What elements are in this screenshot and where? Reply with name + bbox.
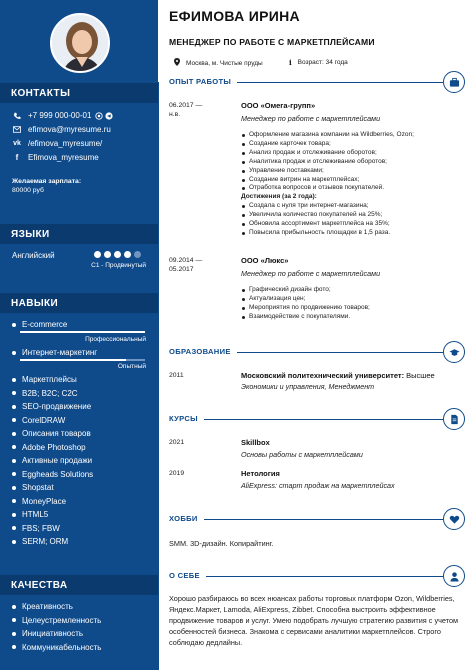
language-level: C1 - Продвинутый: [91, 262, 146, 269]
education-section-header: [169, 343, 465, 363]
skill-label: Интернет-маркетинг: [22, 348, 98, 357]
list-item: [12, 416, 65, 425]
sidebar: [0, 0, 158, 670]
experience-section-header: [169, 73, 465, 93]
desired-position: МЕНЕДЖЕР ПО РАБОТЕ С МАРКЕТПЛЕЙСАМИ: [169, 37, 375, 47]
facebook-row[interactable]: [12, 153, 99, 162]
duty-item: Актуализация цен;: [241, 295, 370, 304]
skill-level: Опытный: [117, 363, 146, 370]
divider: [169, 519, 443, 520]
courses-section-header: [169, 410, 465, 430]
list-item-label: SEO-продвижение: [22, 402, 92, 411]
skill-bar-item: [12, 348, 97, 357]
bullet: [12, 323, 16, 327]
skills-title: НАВЫКИ: [11, 298, 59, 309]
job-company: ООО «Омега-групп»: [241, 101, 316, 110]
age-meta: [289, 58, 348, 67]
rating-dot-filled: [124, 251, 131, 258]
list-item-label: B2B; B2C; C2C: [22, 388, 78, 398]
mail-icon: [12, 126, 22, 133]
bullet: [12, 459, 16, 463]
list-item-label: MoneyPlace: [22, 496, 67, 506]
education-faculty: Экономики и управления, Менеджмент: [241, 382, 375, 391]
list-item: [12, 456, 92, 465]
list-item-label: Маркетплейсы: [22, 375, 77, 384]
job-company: ООО «Люкс»: [241, 256, 289, 265]
email-row[interactable]: [12, 125, 111, 134]
duty-item: Создание карточек товара;: [241, 140, 414, 149]
bullet: [12, 605, 16, 609]
divider: [169, 419, 443, 420]
info-icon: i: [289, 58, 292, 67]
list-item: [12, 443, 86, 452]
job-role: Менеджер по работе с маркетплейсами: [241, 114, 381, 123]
skill-progress-bar: [20, 359, 145, 361]
duty-item: Анализ продаж и отслеживание оборотов;: [241, 149, 414, 158]
list-item-label: Описания товаров: [22, 429, 91, 438]
language-name: Английский: [12, 251, 55, 260]
education-year: 2011: [169, 372, 184, 379]
timeline-line: [158, 82, 159, 670]
experience-title: ОПЫТ РАБОТЫ: [169, 77, 237, 86]
bullet: [12, 391, 16, 395]
list-item: [12, 429, 91, 438]
phone-row[interactable]: [12, 111, 113, 120]
duty-item: Управление поставками;: [241, 167, 414, 176]
skill-bar-item: [12, 320, 67, 329]
location-pin-icon: [174, 58, 180, 68]
list-item: [12, 643, 101, 652]
job-duties-list: [241, 286, 370, 322]
bullet: [12, 499, 16, 503]
list-item: [12, 483, 54, 492]
duty-item: Отработка вопросов и отзывов покупателей.: [241, 184, 414, 193]
bullet: [12, 418, 16, 422]
vk-value: /efimova_myresume/: [28, 139, 103, 148]
certificate-icon: [443, 408, 465, 430]
list-item: [12, 537, 68, 546]
list-item: [12, 402, 91, 411]
education-school: [241, 371, 435, 380]
graduation-cap-icon: [443, 341, 465, 363]
city-meta: [174, 58, 263, 68]
skill-label: E-commerce: [22, 320, 68, 329]
heart-icon: [443, 508, 465, 530]
age-value: Возраст: 34 года: [297, 59, 348, 66]
rating-dot-filled: [114, 251, 121, 258]
job-date: 06.2017 — н.в.: [169, 102, 203, 118]
achievement-item: Создала с нуля три интернет-магазина;: [241, 202, 414, 211]
bullet: [12, 540, 16, 544]
vk-icon: vk: [13, 140, 21, 147]
user-icon: [443, 565, 465, 587]
salary-value: 80000 руб: [12, 187, 44, 194]
skill-progress-bar: [20, 331, 145, 333]
courses-title: КУРСЫ: [169, 414, 204, 423]
duty-item: Аналитика продаж и отслеживание оборотов;: [241, 158, 414, 167]
rating-dot-filled: [94, 251, 101, 258]
bullet: [12, 645, 16, 649]
job-duties-list: [241, 131, 414, 238]
hobby-title: ХОББИ: [169, 514, 204, 523]
list-item: [12, 389, 78, 398]
list-item: [12, 470, 93, 479]
duty-item: Создание витрин на маркетплейсах;: [241, 176, 414, 185]
duty-item: Графический дизайн фото;: [241, 286, 370, 295]
facebook-value: Efimova_myresume: [28, 153, 99, 162]
hobby-section-header: [169, 510, 465, 530]
bullet: [12, 486, 16, 490]
list-item-label: Коммуникабельность: [22, 642, 102, 652]
education-title: ОБРАЗОВАНИЕ: [169, 347, 237, 356]
telegram-icon[interactable]: [105, 112, 113, 120]
list-item-label: SERM; ORM: [22, 537, 69, 546]
bullet: [12, 351, 16, 355]
achievement-item: Обновила ассортимент маркетплейса на 35%;: [241, 220, 414, 229]
duty-item: Взаимодействие с покупателями.: [241, 313, 370, 322]
about-title: О СЕБЕ: [169, 571, 206, 580]
list-item: [12, 375, 77, 384]
course-name: Нетология: [241, 469, 280, 478]
achievements-title: Достижения (за 2 года):: [241, 193, 317, 201]
bullet: [12, 432, 16, 436]
skill-level: Профессиональный: [85, 336, 146, 343]
course-name: Skillbox: [241, 438, 270, 447]
duty-item: Мероприятия по продвижению товаров;: [241, 304, 370, 313]
about-text: Хорошо разбираюсь во всех нюансах работы торговых платформ Ozon, Wildberries, Яндекс.Маркет, Lamoda, AliExpress, Zibbet. Способна выстроить эффективное продвижение товаров и услуг. Умею подобрать лучшую стратегию развития с учетом особенностей бизнеса. Знакома с сервисами аналитики маркетплейсов. Строго соблюдаю дедлайны.: [169, 594, 459, 647]
briefcase-icon: [443, 71, 465, 93]
list-item: [12, 616, 101, 625]
list-item-label: Shopstat: [22, 483, 54, 492]
course-year: 2019: [169, 470, 185, 477]
degree: Высшее: [404, 371, 435, 380]
divider: [169, 576, 443, 577]
about-section-header: [169, 567, 465, 587]
list-item-label: Креативность: [22, 602, 73, 611]
facebook-icon: f: [15, 153, 19, 162]
list-item-label: FBS; FBW: [22, 523, 60, 533]
languages-title: ЯЗЫКИ: [11, 229, 50, 240]
bullet: [12, 632, 16, 636]
contacts-title: КОНТАКТЫ: [11, 88, 71, 99]
city-value: Москва, м. Чистые пруды: [186, 59, 263, 67]
list-item-label: Активные продажи: [22, 456, 93, 465]
list-item: [12, 602, 73, 611]
list-item-label: Целеустремленность: [22, 615, 102, 625]
list-item: [12, 497, 66, 506]
candidate-name: ЕФИМОВА ИРИНА: [169, 8, 300, 24]
bullet: [12, 472, 16, 476]
bullet: [12, 526, 16, 530]
course-desc: Основы работы с маркетплейсами: [241, 450, 363, 459]
bullet: [12, 405, 16, 409]
list-item: [12, 524, 60, 533]
salary-label: Желаемая зарплата:: [12, 178, 82, 185]
achievement-item: Повысила прибыльность площадки в 1,5 раза.: [241, 229, 414, 238]
rating-dot-empty: [134, 251, 141, 258]
language-rating: [94, 251, 141, 258]
achievement-item: Увеличила количество покупателей на 25%;: [241, 211, 414, 220]
list-item: [12, 629, 83, 638]
job-role: Менеджер по работе с маркетплейсами: [241, 269, 381, 278]
list-item-label: HTML5: [22, 510, 49, 519]
list-item-label: Adobe Photoshop: [22, 442, 86, 452]
list-item-label: Инициативность: [22, 629, 84, 638]
bullet: [12, 618, 16, 622]
job-date: 09.2014 — 05.2017: [169, 257, 203, 273]
bullet: [12, 445, 16, 449]
whatsapp-icon[interactable]: [95, 112, 103, 120]
list-item: [12, 510, 48, 519]
email-value: efimova@myresume.ru: [28, 125, 111, 134]
hobby-text: SMM. 3D-дизайн. Копирайтинг.: [169, 539, 274, 548]
phone-icon: [12, 112, 22, 120]
rating-dot-filled: [104, 251, 111, 258]
vk-row[interactable]: [12, 139, 102, 148]
list-item-label: CorelDRAW: [22, 415, 66, 425]
school-name: Московский политехнический университет:: [241, 371, 405, 380]
qualities-title: КАЧЕСТВА: [11, 580, 68, 591]
course-year: 2021: [169, 439, 185, 446]
profile-photo: [50, 13, 110, 73]
phone-value: +7 999 000-00-01: [28, 111, 92, 120]
course-desc: AliExpress: старт продаж на маркетплейсах: [241, 481, 395, 490]
bullet: [12, 513, 16, 517]
duty-item: Оформление магазина компании на Wildberries, Ozon;: [241, 131, 414, 140]
bullet: [12, 378, 16, 382]
list-item-label: Eggheads Solutions: [22, 469, 94, 479]
